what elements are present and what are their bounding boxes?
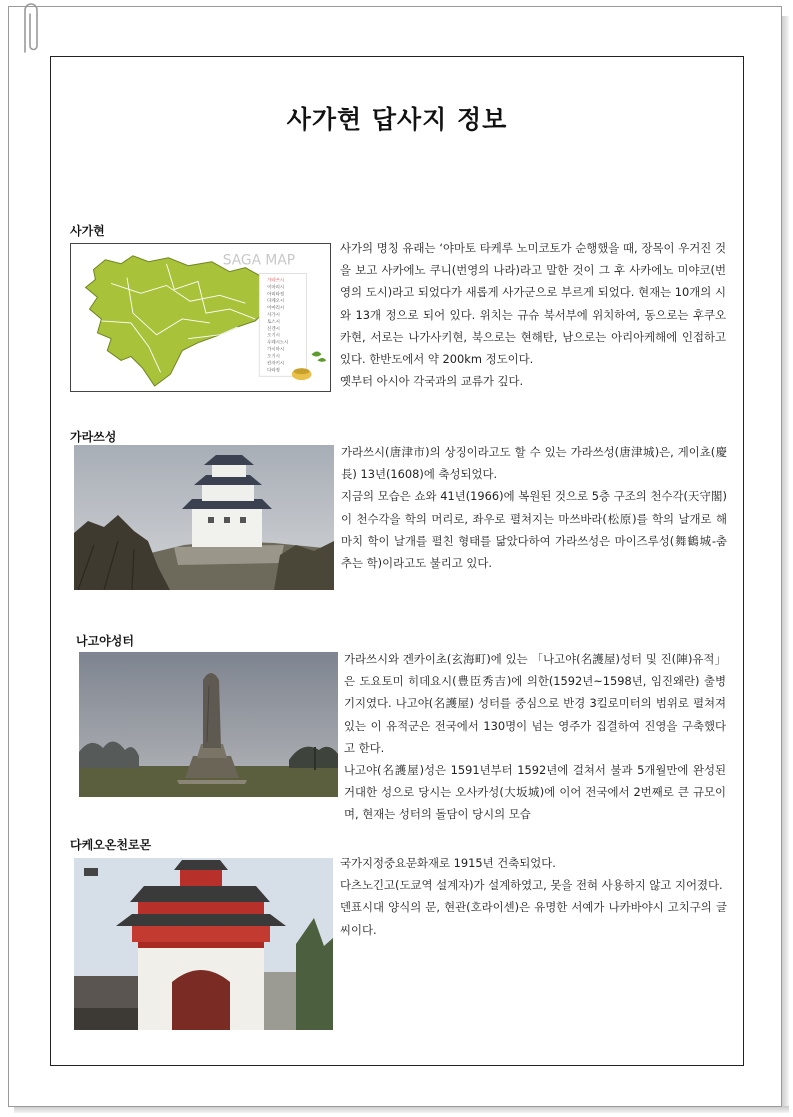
section-heading-karatsu: 가라쓰성 [70,430,117,444]
karatsu-castle-photo [74,445,334,590]
map-title: SAGA MAP [222,252,296,269]
svg-text:오기시: 오기시 [267,354,280,360]
svg-text:가라쓰시: 가라쓰시 [267,278,285,284]
saga-description: 사가의 명칭 유래는 ‘야마토 타케루 노미코토가 순행했을 때, 장목이 우거진 것을 보고 사카에노 쿠니(번영의 나라)라고 말한 것이 그 후 사카에노 미야코(번영의 도시)라고 되었다가 새롭게 사가군으로 부르게 되었다. 현재는 10개의 시와 13개 정으로 되어 있다. 위치는 규슈 북서부에 위치하여, 동으로는 후쿠오카현, 서로는 나가사키현, 북으로는 현해탄, 남으로는 아리아케해에 인접하고 있다. 한반도에서 약 200km 정도이다. 옛부터 아시아 각국과의 교류가 깊다. [340,241,726,389]
karatsu-description: 가라쓰시(唐津市)의 상징이라고도 할 수 있는 가라쓰성(唐津城)은, 게이쵸(慶長) 13년(1608)에 축성되었다. 지금의 모습은 쇼와 41년(1966)에 복원된 것으로 5층 구조의 천수각(天守閣) 이 천수각을 학의 머리로, 좌우로 펼쳐지는 마쓰바라(松原)를 학의 날개로 해 마치 학이 날개를 펼친 형태를 닮았다하여 가라쓰성은 마이즈루성(舞鶴城-춤추는 학)이라고도 불리고 있다. [341,445,727,571]
svg-text:다라정: 다라정 [267,368,280,374]
section-heading-saga: 사가현 [70,224,105,238]
takeo-description: 국가지정중요문화재로 1915년 건축되었다. 다츠노긴고(도쿄역 설계자)가 설계하였고, 못을 전혀 사용하지 않고 지어졌다. 덴표시대 양식의 문, 현관(호라이센)은 유명한 서예가 나카바야시 고치구의 글씨이다. [340,856,727,937]
page-title: 사가현 답사지 정보 [286,105,508,134]
page-shadow-bottom [14,1106,789,1113]
svg-text:칸자키시: 칸자키시 [267,361,285,367]
nagoya-castle-site-photo [79,652,338,797]
svg-text:이마리시: 이마리시 [267,306,285,312]
nagoya-description: 가라쓰시와 겐카이초(玄海町)에 있는 「나고야(名護屋)성터 및 진(陣)유적」은 도요토미 히데요시(豊臣秀吉)에 의한(1592년~1598년, 임진왜란) 출병 기지였다. 나고야(名護屋) 성터를 중심으로 반경 3킬로미터의 범위로 펼쳐져 있는 이 유적군은 전국에서 130명이 넘는 영주가 집결하여 진영을 구축했다고 한다. 나고야(名護屋)성은 1591년부터 1592년에 걸쳐서 불과 5개월만에 완성된 거대한 성으로 당시는 오사카성(大坂城)에 이어 전국에서 2번째로 큰 규모이며, 현재는 성터의 돌담이 당시의 모습 [344,652,726,822]
section-heading-nagoya: 나고야성터 [76,634,134,648]
svg-text:이마리시: 이마리시 [267,285,285,291]
takeo-onsen-gate-photo [74,858,333,1030]
svg-text:토스시: 토스시 [267,319,280,325]
saga-map-image [70,243,331,392]
page-shadow-right [781,16,789,1112]
paperclip-icon [18,0,40,58]
section-heading-takeo: 다케오온천로몬 [70,838,152,852]
svg-text:가시마시: 가시마시 [267,347,285,353]
svg-text:오기시: 오기시 [267,333,280,339]
svg-text:아리타정: 아리타정 [267,292,285,298]
svg-text:다케오시: 다케오시 [267,299,285,305]
svg-text:사가시: 사가시 [267,313,280,319]
svg-text:우레시노시: 우레시노시 [267,340,289,346]
svg-text:신겐시: 신겐시 [267,326,280,332]
